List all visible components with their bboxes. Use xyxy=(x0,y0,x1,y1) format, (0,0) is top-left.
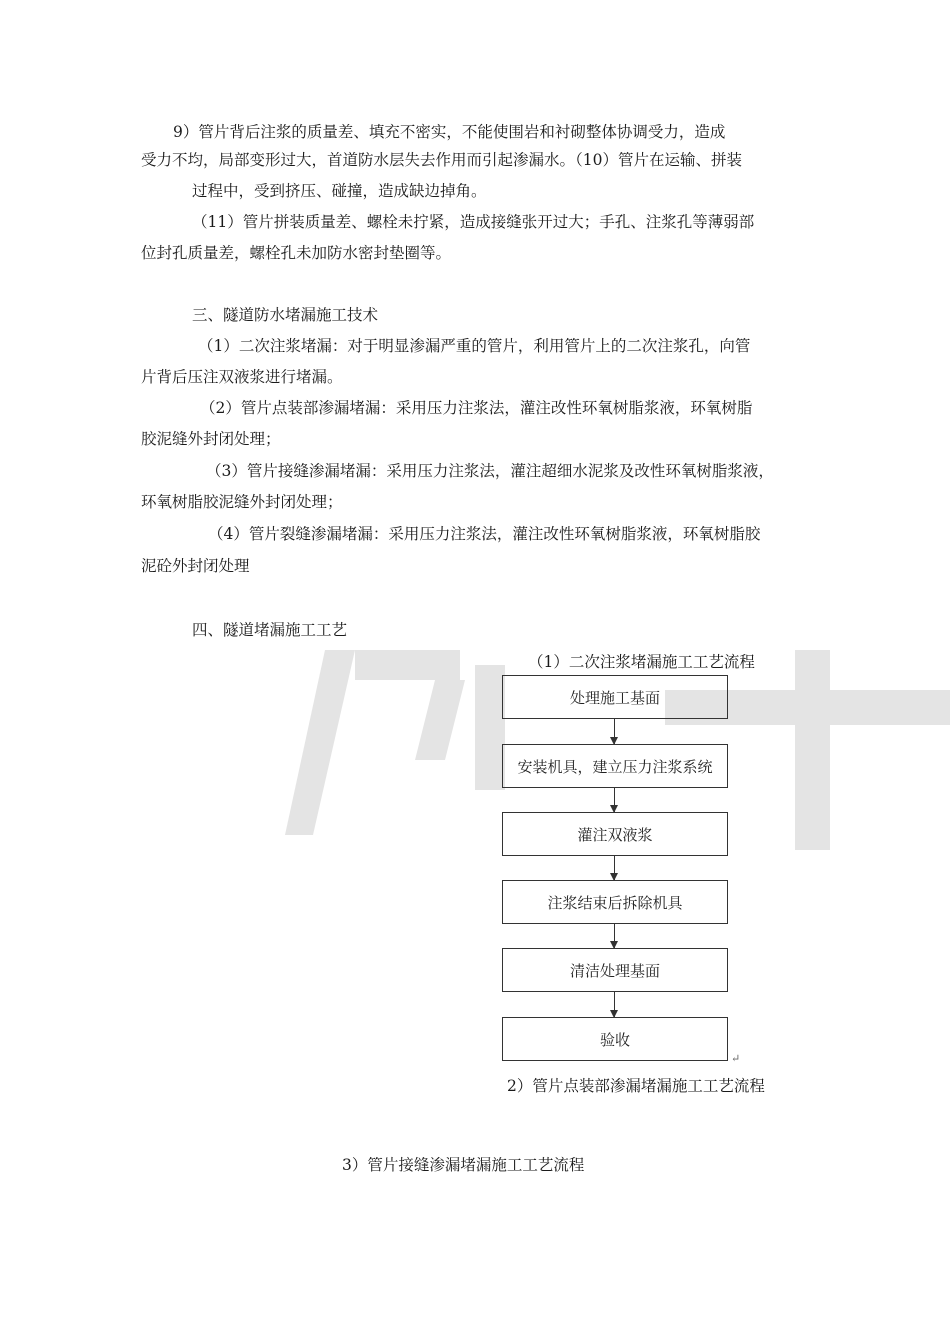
flow-step-1: 处理施工基面 xyxy=(502,675,728,719)
flow2-title: 2）管片点装部渗漏堵漏施工工艺流程 xyxy=(507,1077,765,1095)
flow-arrow-2 xyxy=(614,788,615,812)
flow-step-2: 安装机具，建立压力注浆系统 xyxy=(502,744,728,788)
flow-arrow-4 xyxy=(614,924,615,948)
paragraph-9-line1: 9）管片背后注浆的质量差、填充不密实，不能使围岩和衬砌整体协调受力，造成 xyxy=(173,123,726,141)
section3-item1-line1: （1）二次注浆堵漏：对于明显渗漏严重的管片，利用管片上的二次注浆孔，向管 xyxy=(198,337,751,355)
flow-arrow-3 xyxy=(614,856,615,880)
section3-item1-line2: 片背后压注双液浆进行堵漏。 xyxy=(141,368,343,386)
paragraph-mark-icon: ↵ xyxy=(731,1052,741,1065)
section3-item2-line2: 胶泥缝外封闭处理； xyxy=(141,430,281,448)
section4-heading: 四、隧道堵漏施工工艺 xyxy=(192,621,348,639)
flow-step-6: 验收 xyxy=(502,1017,728,1061)
section3-heading: 三、隧道防水堵漏施工技术 xyxy=(192,306,379,324)
section3-item4-line2: 泥砼外封闭处理 xyxy=(141,557,250,575)
flow1-title: （1）二次注浆堵漏施工工艺流程 xyxy=(528,653,755,671)
flow-step-5: 清洁处理基面 xyxy=(502,948,728,992)
section3-item4-line1: （4）管片裂缝渗漏堵漏：采用压力注浆法，灌注改性环氧树脂浆液，环氧树脂胶 xyxy=(208,525,761,543)
flow-step-3: 灌注双液浆 xyxy=(502,812,728,856)
flow3-title: 3）管片接缝渗漏堵漏施工工艺流程 xyxy=(342,1156,585,1174)
flow-arrow-1 xyxy=(614,719,615,744)
paragraph-10-line: 过程中，受到挤压、碰撞，造成缺边掉角。 xyxy=(192,182,487,200)
paragraph-11-line2: 位封孔质量差，螺栓孔未加防水密封垫圈等。 xyxy=(141,244,452,262)
section3-item3-line1: （3）管片接缝渗漏堵漏：采用压力注浆法，灌注超细水泥浆及改性环氧树脂浆液， xyxy=(206,462,774,480)
paragraph-9-line2: 受力不均，局部变形过大，首道防水层失去作用而引起渗漏水。（10）管片在运输、拼装 xyxy=(141,151,742,169)
section3-item3-line2: 环氧树脂胶泥缝外封闭处理； xyxy=(141,493,343,511)
flow-arrow-5 xyxy=(614,992,615,1017)
paragraph-11-line1: （11）管片拼装质量差、螺栓未拧紧，造成接缝张开过大；手孔、注浆孔等薄弱部 xyxy=(192,213,755,231)
section3-item2-line1: （2）管片点装部渗漏堵漏：采用压力注浆法，灌注改性环氧树脂浆液，环氧树脂 xyxy=(200,399,753,417)
flow-step-4: 注浆结束后拆除机具 xyxy=(502,880,728,924)
